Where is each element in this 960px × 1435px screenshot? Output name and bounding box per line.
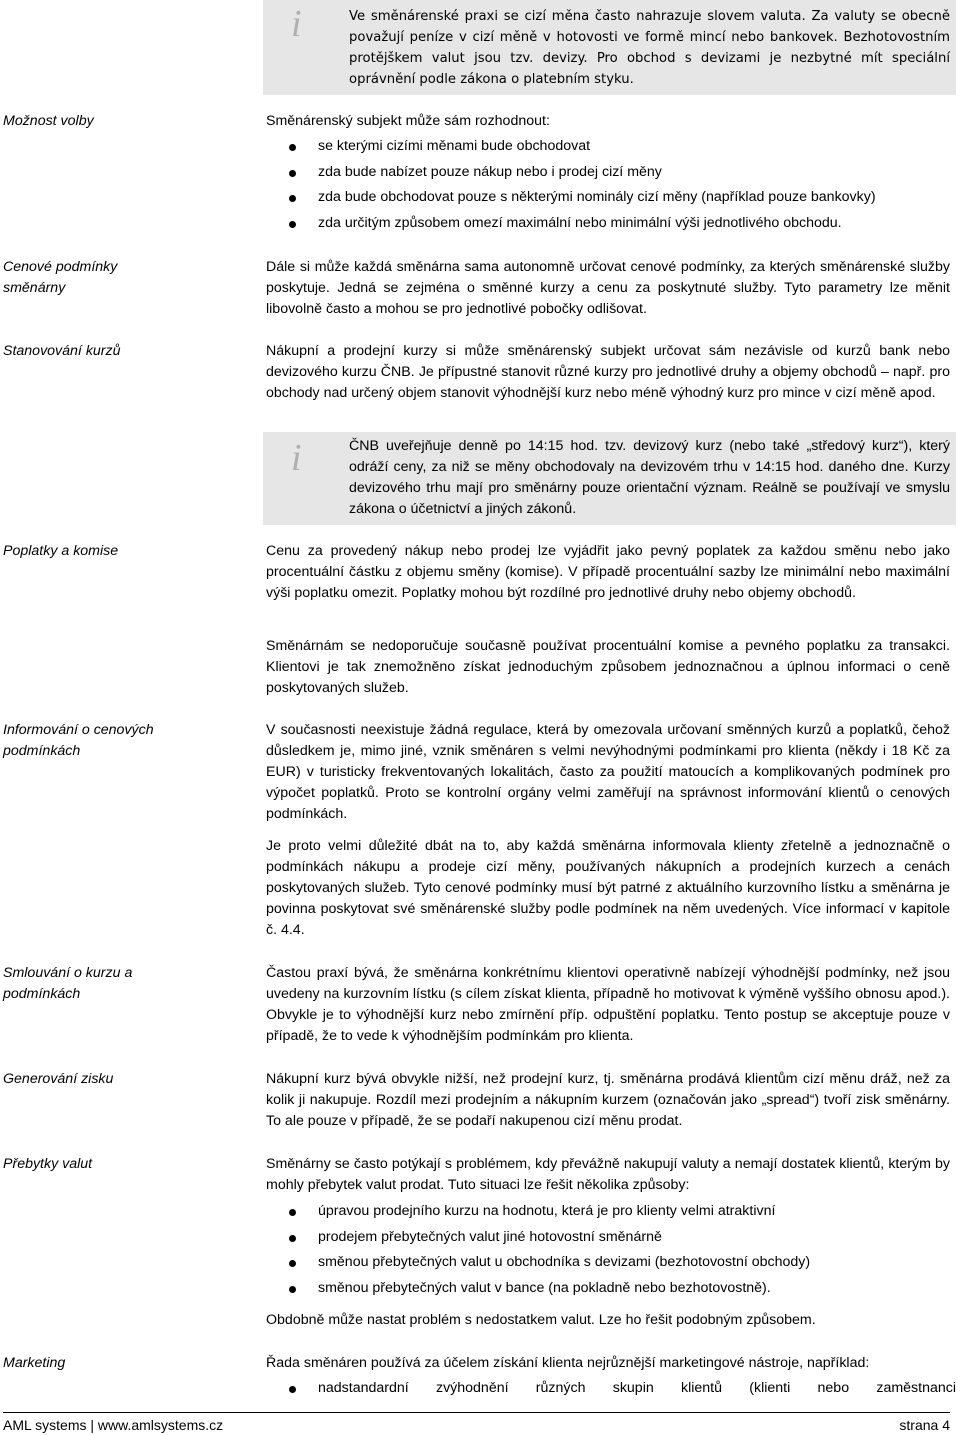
list-item: směnou přebytečných valut u obchodníka s devizami (bezhotovostní obchody): [266, 1250, 956, 1276]
prebytky-intro: Směnárny se často potýkají s problémem, kdy převážně nakupují valuty a nemají dostatek klientů, kterým by mohly přebytek valut prodat. Tuto situaci lze řešit několika způsoby:: [266, 1156, 950, 1193]
sidebar-smlouvani: Smlouvání o kurzu a podmínkách: [3, 965, 133, 1002]
list-item: zda bude obchodovat pouze s některými nominály cizí měny (například pouze bankovky): [266, 185, 956, 211]
list-item: prodejem přebytečných valut jiné hotovostní směnárně: [266, 1225, 956, 1251]
prebytky-list: [266, 1199, 956, 1301]
list-item: úpravou prodejního kurzu na hodnotu, která je pro klienty velmi atraktivní: [266, 1199, 956, 1225]
cenove-paragraph: Dále si může každá směnárna sama autonomně určovat cenové podmínky, za kterých směnárenské služby poskytuje. Jedná se zejména o směnné kurzy a cenu za poskytnuté služby. Tyto parametry lze měnit libovolně často a mohou se pro jednotlivé pobočky odlišovat.: [266, 259, 950, 317]
informovani-paragraph-2: Je proto velmi důležité dbát na to, aby každá směnárna informovala klienty zřetelně a jednoznačně o podmínkách nákupu a prodeje cizí měny, používaných nákupních a prodejních kurzech a cenách poskytovaných služeb. Tyto cenové podmínky musí být patrné z aktuálního kurzovního lístku a směnárna je povinna poskytovat své směnárenské služby podle podmínek na něm uvedených. Více informací v kapitole č. 4.4.: [266, 838, 950, 938]
poplatky-paragraph-2: Směnárnám se nedoporučuje současně používat procentuální komise a pevného poplatku za transakci. Klientovi je tak znemožněno získat jednoduchým způsobem jednoznačnou a úplnou informaci o ceně poskytovaných služeb.: [266, 638, 950, 696]
sidebar-cenove-podminky: Cenové podmínky směnárny: [3, 259, 118, 296]
moznost-list: [266, 134, 956, 236]
moznost-intro: Směnárenský subjekt může sám rozhodnout:: [266, 113, 550, 129]
list-item: nadstandardní zvýhodnění různých skupin klientů (klienti nebo zaměstnanci: [266, 1376, 956, 1402]
generovani-paragraph: Nákupní kurz bývá obvykle nižší, než prodejní kurz, tj. směnárna prodává klientům cizí měnu dráž, než za kolik ji nakupuje. Rozdíl mezi prodejním a nákupním kurzem (označován jako „spread“) tvoří zisk směnárny. To ale pouze v případě, že se podaří nakupenou cizí měnu prodat.: [266, 1071, 950, 1129]
sidebar-informovani: Informování o cenových podmínkách: [3, 722, 154, 759]
list-item: zda bude nabízet pouze nákup nebo i prodej cizí měny: [266, 160, 956, 186]
list-item: se kterými cizími měnami bude obchodovat: [266, 134, 956, 160]
kurzy-paragraph: Nákupní a prodejní kurzy si může směnárenský subjekt určovat sám nezávisle od kurzů bank nebo devizového kurzu ČNB. Je přípustné stanovit různé kurzy pro jednotlivé druhy a objemy obchodů – např. pro obchody nad určený objem stanovit výhodnější kurz nebo méně výhodný kurz pro mince v cizí měně apod.: [266, 343, 950, 401]
list-item: zda určitým způsobem omezí maximální nebo minimální výši jednotlivého obchodu.: [266, 211, 956, 237]
sidebar-poplatky: Poplatky a komise: [3, 543, 119, 559]
sidebar-prebytky: Přebytky valut: [3, 1156, 93, 1172]
info-box-cnb: [263, 432, 956, 525]
informovani-paragraph-1: V současnosti neexistuje žádná regulace, která by omezovala určovaní směnných kurzů a poplatků, čehož důsledkem je, mimo jiné, vznik směnáren s velmi nevýhodnými podmínkami pro klienta (někdy i 18 Kč za EUR) v turisticky frekventovaných lokalitách, často za použití matoucích a komplikovaných podmínek pro výpočet poplatků. Proto se kontrolní orgány velmi zaměřují na správnost informování klientů o cenových podmínkách.: [266, 722, 950, 822]
marketing-list: [266, 1376, 956, 1402]
sidebar-marketing: Marketing: [3, 1355, 66, 1371]
marketing-intro: Řada směnáren používá za účelem získání klienta nejrůznější marketingové nástroje, například:: [266, 1355, 870, 1371]
sidebar-generovani: Generování zisku: [3, 1071, 114, 1087]
page-number: strana 4: [899, 1417, 950, 1433]
sidebar-stanovovani-kurzu: Stanovování kurzů: [3, 343, 121, 359]
smlouvani-paragraph: Častou praxí bývá, že směnárna konkrétnímu klientovi operativně nabízejí výhodnější podmínky, než jsou uvedeny na kurzovním lístku (s cílem získat klienta, případně ho motivovat k výměně vyššího obnosu apod.). Obvykle je to výhodnější kurz nebo zmírnění příp. odpuštění poplatku. Tento postup se akceptuje pouze v případě, že to vede k výhodnějším podmínkám pro klienta.: [266, 965, 950, 1044]
poplatky-paragraph-1: Cenu za provedený nákup nebo prodej lze vyjádřit jako pevný poplatek za každou směnu nebo jako procentuální částku z objemu směny (komise). V případě procentuální sazby lze minimální nebo maximální výši poplatku omezit. Poplatky mohou být rozdílné pro jednotlivé druhy nebo objemy obchodů.: [266, 543, 950, 601]
page-footer: [3, 1412, 950, 1433]
info-box-valuty: [263, 0, 956, 95]
info-icon: i: [291, 437, 302, 479]
info-box-text: ČNB uveřejňuje denně po 14:15 hod. tzv. devizový kurz (nebo také „středový kurz“), který odráží ceny, za niž se měny obchodovaly na devizovém trhu v 14:15 hod. daného dne. Kurzy devizového trhu mají pro směnárny pouze orientační význam. Reálně se používají ve smyslu zákona o účetnictví a jiných zákonů.: [349, 438, 950, 517]
sidebar-moznost-volby: Možnost volby: [3, 113, 94, 129]
info-box-text: Ve směnárenské praxi se cizí měna často nahrazuje slovem valuta. Za valuty se obecně považují peníze v cizí měně v hotovosti ve formě mincí nebo bankovek. Bezhotovostním protějškem valut jsou tzv. devizy. Pro obchod s devizami je nezbytné mít speciální oprávnění podle zákona o platebním styku.: [349, 9, 950, 87]
info-icon: i: [291, 3, 302, 45]
list-item: směnou přebytečných valut v bance (na pokladně nebo bezhotovostně).: [266, 1276, 956, 1302]
prebytky-outro: Obdobně může nastat problém s nedostatkem valut. Lze ho řešit podobným způsobem.: [266, 1312, 816, 1328]
footer-source: AML systems | www.amlsystems.cz: [3, 1417, 224, 1433]
